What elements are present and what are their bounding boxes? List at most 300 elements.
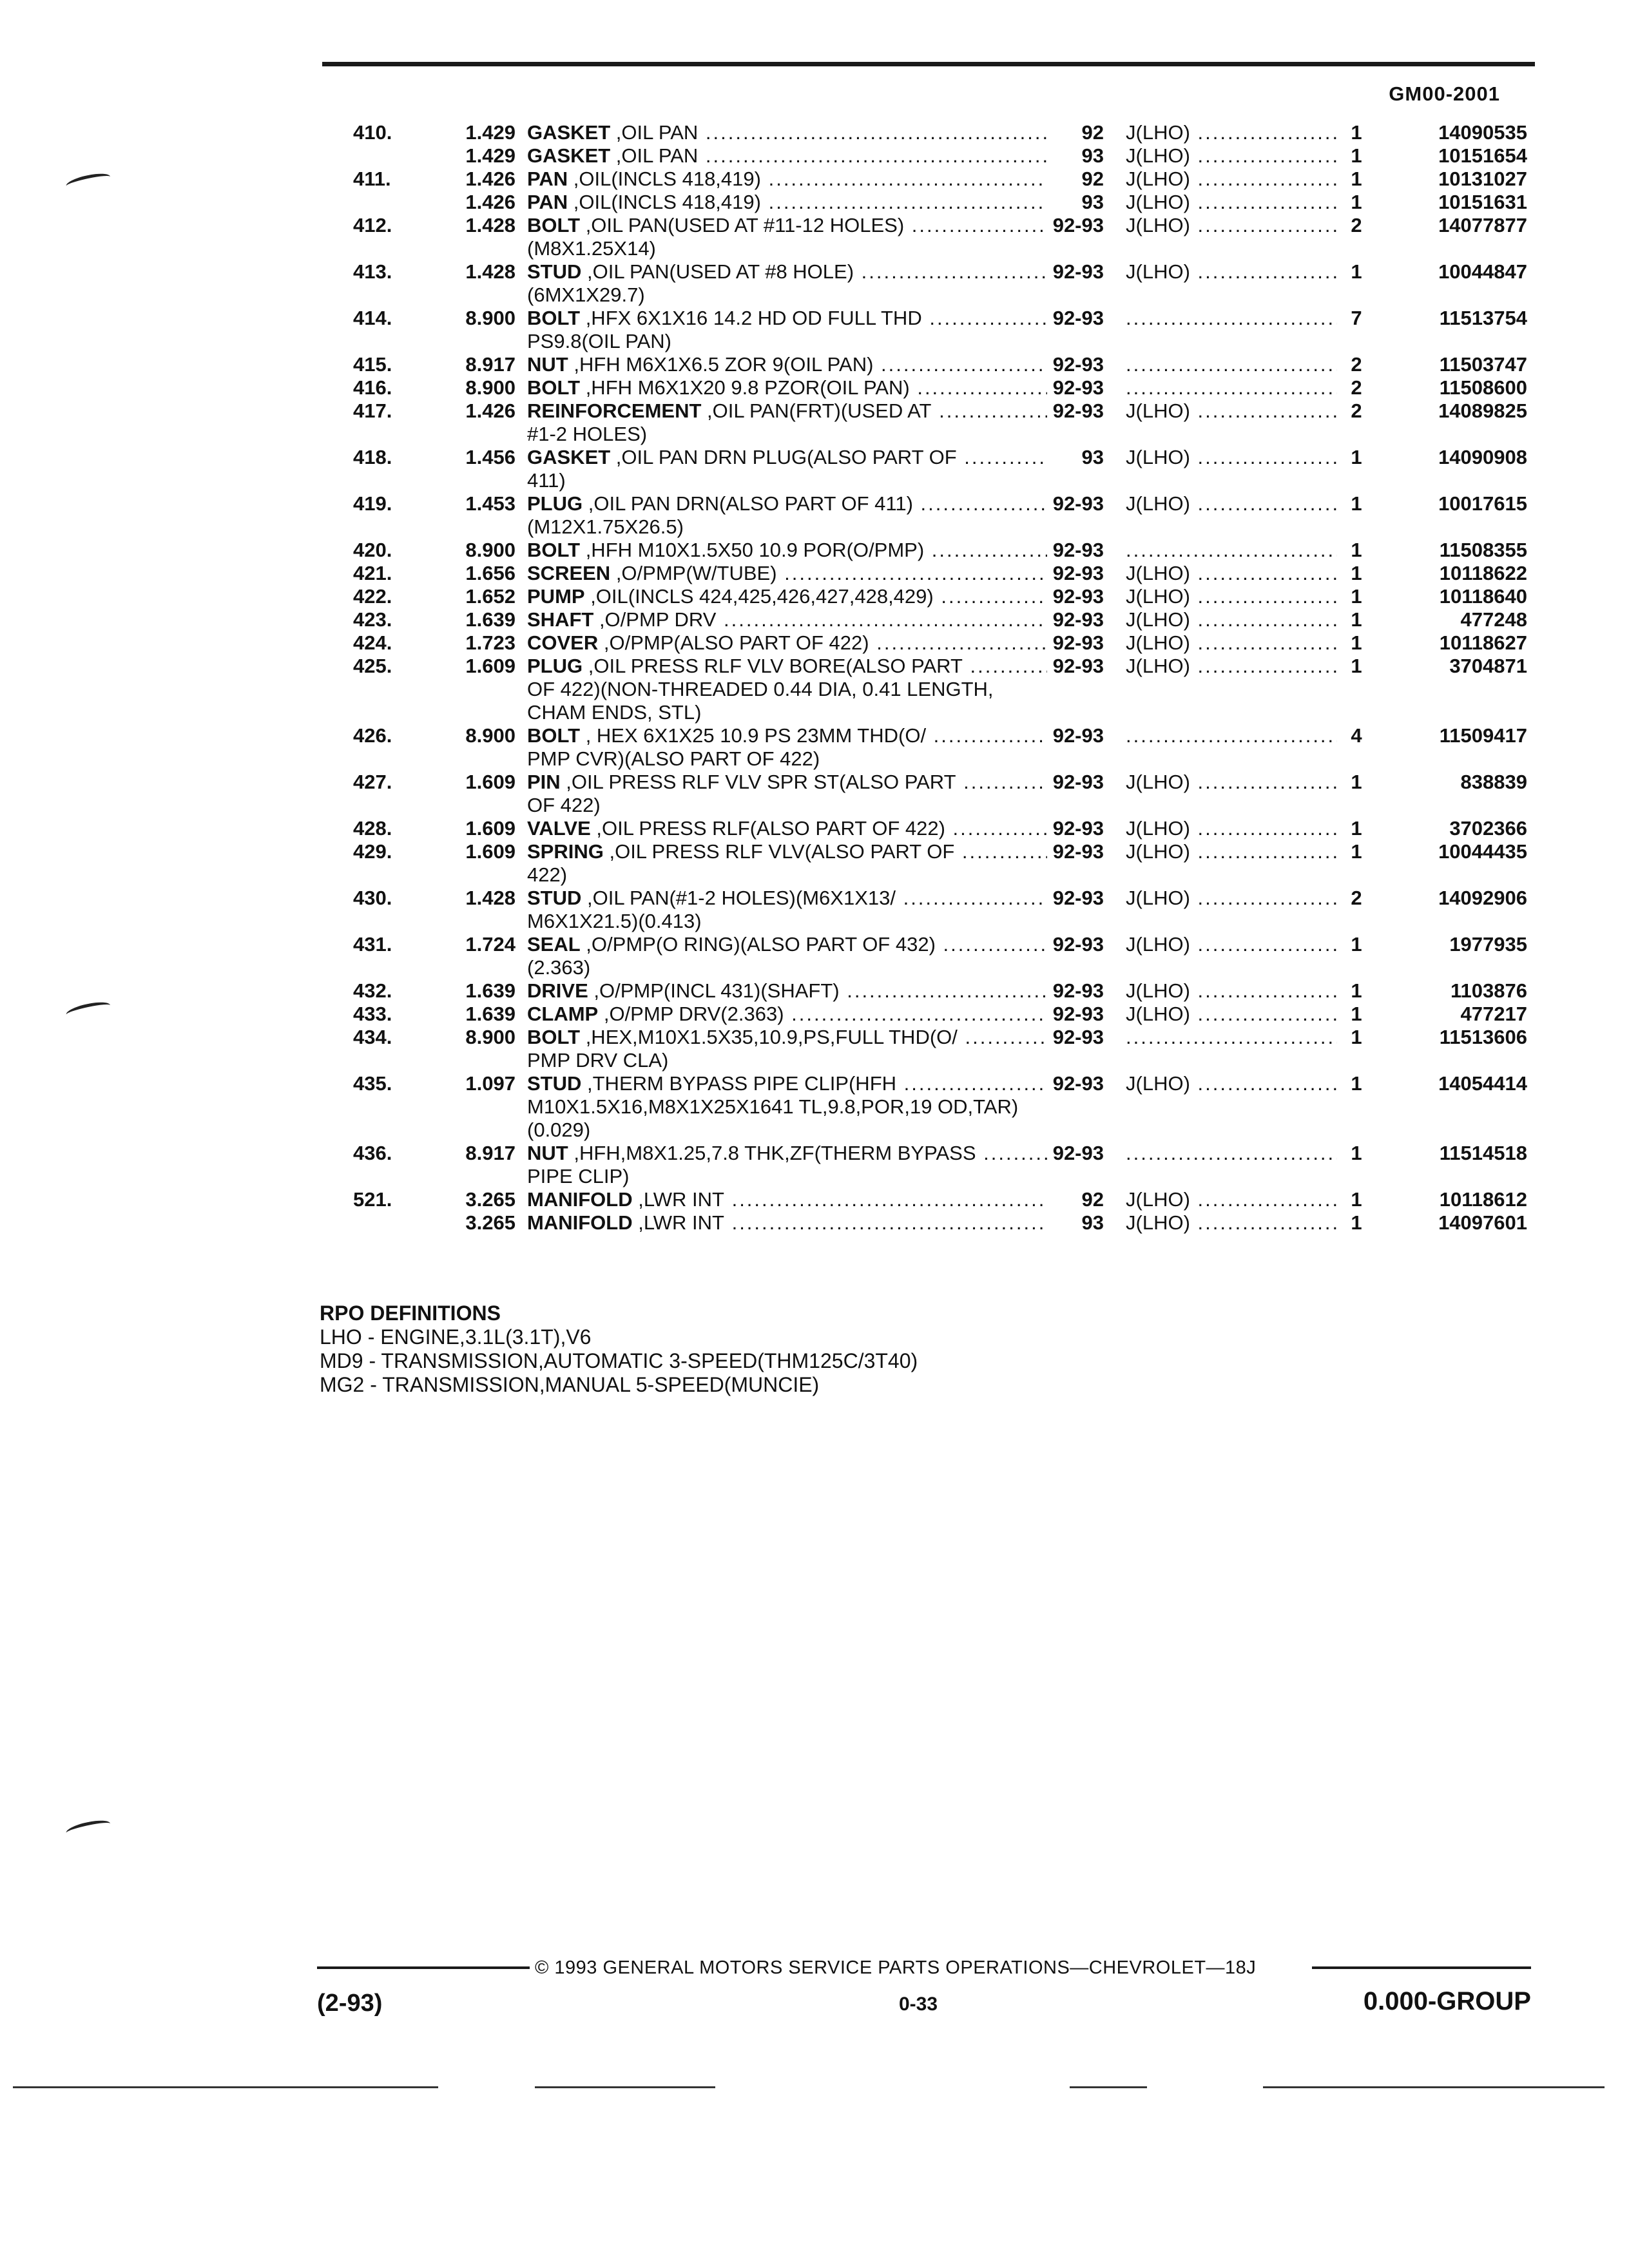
table-row bbox=[322, 1072, 1534, 1142]
quantity: 2 bbox=[1351, 214, 1362, 236]
ref-number: 432. bbox=[353, 979, 392, 1002]
part-name: STUD bbox=[527, 260, 582, 283]
description-line bbox=[527, 399, 1047, 423]
description-line bbox=[527, 353, 1047, 376]
ref-number: 435. bbox=[353, 1072, 392, 1095]
part-description bbox=[522, 979, 1047, 1003]
part-detail: ,HFH M6X1X6.5 ZOR 9(OIL PAN) bbox=[568, 353, 874, 376]
part-detail: ,O/PMP(W/TUBE) bbox=[610, 562, 777, 584]
table-row bbox=[322, 979, 1534, 1003]
model-years: 92-93 bbox=[1052, 1026, 1104, 1048]
part-description bbox=[522, 168, 1047, 191]
description-line bbox=[527, 446, 1047, 469]
part-number: 11508600 bbox=[1439, 376, 1527, 399]
part-name: SEAL bbox=[527, 933, 581, 956]
part-name: NUT bbox=[527, 1142, 568, 1164]
description-continuation: M6X1X21.5)(0.413) bbox=[527, 910, 702, 932]
part-description bbox=[522, 376, 1047, 399]
rpo-code-text: J(LHO) ..... bbox=[1126, 631, 1337, 655]
footer-group: 0.000-GROUP bbox=[1363, 1987, 1531, 2015]
rpo-code-text: J(LHO) ..... bbox=[1126, 1072, 1337, 1095]
rpo-code-text: J(LHO) ..... bbox=[1126, 817, 1337, 840]
rpo-code bbox=[1118, 1211, 1337, 1235]
group-number: 1.429 bbox=[465, 121, 516, 144]
ref-number: 411. bbox=[353, 168, 391, 190]
part-detail: ,OIL(INCLS 418,419) bbox=[568, 191, 761, 213]
part-name: GASKET bbox=[527, 446, 611, 468]
rpo-code-text: J(LHO) ..... bbox=[1126, 585, 1337, 608]
part-name: BOLT bbox=[527, 307, 581, 329]
description-line bbox=[527, 1026, 1047, 1049]
table-row bbox=[322, 1026, 1534, 1072]
ref-number: 436. bbox=[353, 1142, 392, 1164]
description-line bbox=[527, 1072, 1047, 1095]
part-detail: ,OIL PAN(USED AT #8 HOLE) bbox=[581, 260, 854, 283]
part-detail: ,OIL PRESS RLF VLV BORE(ALSO PART bbox=[583, 655, 963, 677]
rpo-code-text: J(LHO) ..... bbox=[1126, 399, 1337, 423]
description-line bbox=[527, 631, 1047, 655]
table-row bbox=[322, 771, 1534, 817]
group-number: 1.723 bbox=[465, 631, 516, 654]
part-description bbox=[522, 771, 1047, 817]
rpo-code bbox=[1118, 121, 1337, 144]
part-description bbox=[522, 933, 1047, 979]
rpo-code bbox=[1118, 631, 1337, 655]
ref-number: 423. bbox=[353, 608, 392, 631]
description-line bbox=[527, 562, 1047, 585]
part-name: BOLT bbox=[527, 539, 581, 561]
rpo-code-text: J(LHO) ..... bbox=[1126, 260, 1337, 284]
punch-hole-mark bbox=[65, 171, 111, 192]
part-number: 11513606 bbox=[1439, 1026, 1527, 1048]
description-continuation: PIPE CLIP) bbox=[527, 1165, 630, 1187]
description-line bbox=[527, 933, 1047, 956]
group-number: 1.639 bbox=[465, 979, 516, 1002]
table-row bbox=[322, 933, 1534, 979]
part-number: 10151631 bbox=[1438, 191, 1527, 213]
footer-date: (2-93) bbox=[317, 1990, 383, 2017]
ref-number: 434. bbox=[353, 1026, 392, 1048]
rpo-code bbox=[1118, 492, 1337, 539]
description-continuation: #1-2 HOLES) bbox=[527, 423, 648, 445]
part-name: PAN bbox=[527, 191, 568, 213]
group-number: 8.900 bbox=[465, 307, 516, 329]
group-number: 1.456 bbox=[465, 446, 516, 468]
rpo-code-text bbox=[1126, 724, 1337, 747]
rpo-code-text: J(LHO) ..... bbox=[1126, 492, 1337, 515]
quantity: 1 bbox=[1351, 539, 1362, 561]
part-detail: ,OIL PAN DRN(ALSO PART OF 411) bbox=[583, 492, 913, 515]
quantity: 7 bbox=[1351, 307, 1362, 329]
description-continuation: M10X1.5X16,M8X1X25X1641 TL,9.8,POR,19 OD,TAR)(0.029) bbox=[527, 1095, 1019, 1141]
rpo-code-text: J(LHO) ..... bbox=[1126, 933, 1337, 956]
part-name: STUD bbox=[527, 887, 582, 909]
part-name: BOLT bbox=[527, 1026, 581, 1048]
part-description bbox=[522, 1211, 1047, 1235]
part-description bbox=[522, 446, 1047, 492]
part-description bbox=[522, 1142, 1047, 1188]
quantity: 1 bbox=[1351, 1003, 1362, 1025]
rpo-code bbox=[1118, 260, 1337, 307]
description-line bbox=[527, 771, 1047, 794]
part-name: MANIFOLD bbox=[527, 1188, 633, 1211]
quantity: 1 bbox=[1351, 1026, 1362, 1048]
group-number: 1.426 bbox=[465, 168, 516, 190]
description-continuation: OF 422) bbox=[527, 794, 601, 816]
description-line bbox=[527, 307, 1047, 330]
footer-rule-right bbox=[1312, 1966, 1531, 1969]
quantity: 1 bbox=[1351, 1211, 1362, 1234]
quantity: 1 bbox=[1351, 144, 1362, 167]
table-row bbox=[322, 214, 1534, 260]
ref-number bbox=[322, 1211, 400, 1235]
parts-table bbox=[322, 121, 1534, 1235]
part-detail: ,HEX,M10X1.5X35,10.9,PS,FULL THD(O/ bbox=[580, 1026, 958, 1048]
ref-number: 521. bbox=[353, 1188, 392, 1211]
model-years: 93 bbox=[1081, 144, 1104, 167]
part-number: 14090908 bbox=[1438, 446, 1527, 468]
description-line bbox=[527, 724, 1047, 747]
rpo-code bbox=[1118, 539, 1337, 562]
rpo-code bbox=[1118, 376, 1337, 399]
rpo-code bbox=[1118, 399, 1337, 446]
model-years: 92-93 bbox=[1052, 655, 1104, 677]
group-number: 8.917 bbox=[465, 353, 516, 376]
footer-copyright: © 1993 GENERAL MOTORS SERVICE PARTS OPERATIONS—CHEVROLET—18J bbox=[535, 1957, 1257, 1978]
rpo-code bbox=[1118, 771, 1337, 817]
model-years: 92-93 bbox=[1052, 214, 1104, 236]
table-row bbox=[322, 376, 1534, 399]
part-detail: ,O/PMP(ALSO PART OF 422) bbox=[598, 631, 869, 654]
description-continuation: PMP DRV CLA) bbox=[527, 1049, 669, 1072]
description-line bbox=[527, 121, 1047, 144]
part-detail: ,OIL(INCLS 418,419) bbox=[568, 168, 761, 190]
part-detail: ,OIL PAN bbox=[610, 144, 699, 167]
rpo-code bbox=[1118, 724, 1337, 771]
rpo-code bbox=[1118, 446, 1337, 492]
model-years: 92-93 bbox=[1052, 539, 1104, 561]
ref-number: 426. bbox=[353, 724, 392, 747]
quantity: 2 bbox=[1351, 376, 1362, 399]
ref-number bbox=[322, 191, 400, 214]
rpo-code bbox=[1118, 817, 1337, 840]
rpo-code-text: J(LHO) ..... bbox=[1126, 191, 1337, 214]
table-row bbox=[322, 353, 1534, 376]
part-number: 10044435 bbox=[1438, 840, 1527, 863]
group-number: 8.900 bbox=[465, 724, 516, 747]
rpo-code bbox=[1118, 840, 1337, 887]
scan-edge-line bbox=[1263, 2086, 1605, 2088]
group-number: 8.900 bbox=[465, 539, 516, 561]
description-line bbox=[527, 979, 1047, 1003]
rpo-code-text bbox=[1126, 1026, 1337, 1049]
part-description bbox=[522, 260, 1047, 307]
quantity: 2 bbox=[1351, 353, 1362, 376]
part-description bbox=[522, 585, 1047, 608]
quantity: 1 bbox=[1351, 1072, 1362, 1095]
group-number: 1.609 bbox=[465, 817, 516, 840]
rpo-code bbox=[1118, 214, 1337, 260]
table-row bbox=[322, 260, 1534, 307]
description-continuation: (2.363) bbox=[527, 956, 591, 979]
rpo-code-text bbox=[1126, 307, 1337, 330]
ref-number: 421. bbox=[353, 562, 392, 584]
part-name: PUMP bbox=[527, 585, 585, 608]
group-number: 1.609 bbox=[465, 655, 516, 677]
model-years: 92-93 bbox=[1052, 631, 1104, 654]
part-number: 10131027 bbox=[1438, 168, 1527, 190]
group-number: 1.652 bbox=[465, 585, 516, 608]
quantity: 1 bbox=[1351, 655, 1362, 677]
rpo-code bbox=[1118, 585, 1337, 608]
document-id: GM00-2001 bbox=[1389, 82, 1500, 105]
model-years: 92-93 bbox=[1052, 979, 1104, 1002]
group-number: 1.656 bbox=[465, 562, 516, 584]
rpo-code-text: J(LHO) ..... bbox=[1126, 979, 1337, 1003]
rpo-code-text: J(LHO) ..... bbox=[1126, 1003, 1337, 1026]
rpo-code-text: J(LHO) ..... bbox=[1126, 214, 1337, 237]
rpo-code bbox=[1118, 1026, 1337, 1072]
ref-number: 419. bbox=[353, 492, 392, 515]
table-row bbox=[322, 631, 1534, 655]
part-detail: ,OIL PAN bbox=[610, 121, 699, 144]
group-number: 1.426 bbox=[465, 399, 516, 422]
rpo-code bbox=[1118, 562, 1337, 585]
ref-number bbox=[322, 144, 400, 168]
part-detail: ,OIL PAN(USED AT #11-12 HOLES) bbox=[580, 214, 905, 236]
model-years: 92-93 bbox=[1052, 307, 1104, 329]
rpo-code bbox=[1118, 1142, 1337, 1188]
model-years: 92-93 bbox=[1052, 399, 1104, 422]
part-detail: ,O/PMP(O RING)(ALSO PART OF 432) bbox=[580, 933, 936, 956]
ref-number: 415. bbox=[353, 353, 392, 376]
part-detail: ,OIL PRESS RLF(ALSO PART OF 422) bbox=[590, 817, 945, 840]
part-description bbox=[522, 631, 1047, 655]
model-years: 92-93 bbox=[1052, 1072, 1104, 1095]
description-line bbox=[527, 376, 1047, 399]
table-row bbox=[322, 655, 1534, 724]
part-name: CLAMP bbox=[527, 1003, 599, 1025]
ref-number: 416. bbox=[353, 376, 392, 399]
part-detail: ,HFH M6X1X20 9.8 PZOR(OIL PAN) bbox=[580, 376, 910, 399]
model-years: 92-93 bbox=[1052, 887, 1104, 909]
group-number: 1.429 bbox=[465, 144, 516, 167]
table-row bbox=[322, 191, 1534, 214]
table-row bbox=[322, 585, 1534, 608]
quantity: 1 bbox=[1351, 585, 1362, 608]
table-row bbox=[322, 562, 1534, 585]
model-years: 92-93 bbox=[1052, 724, 1104, 747]
rpo-code bbox=[1118, 191, 1337, 214]
part-detail: ,HFH M10X1.5X50 10.9 POR(O/PMP) bbox=[580, 539, 925, 561]
parts-table-body bbox=[322, 121, 1534, 1235]
quantity: 1 bbox=[1351, 1188, 1362, 1211]
description-line bbox=[527, 1142, 1047, 1165]
rpo-code-text: J(LHO) ..... bbox=[1126, 608, 1337, 631]
quantity: 2 bbox=[1351, 887, 1362, 909]
rpo-code bbox=[1118, 979, 1337, 1003]
header-rule bbox=[322, 62, 1535, 66]
rpo-code bbox=[1118, 1072, 1337, 1142]
part-number: 3704871 bbox=[1449, 655, 1527, 677]
group-number: 1.426 bbox=[465, 191, 516, 213]
group-number: 1.609 bbox=[465, 840, 516, 863]
table-row bbox=[322, 724, 1534, 771]
rpo-code-text: J(LHO) ..... bbox=[1126, 1188, 1337, 1211]
rpo-code-text: J(LHO) ..... bbox=[1126, 446, 1337, 469]
rpo-line-md9: MD9 - TRANSMISSION,AUTOMATIC 3-SPEED(THM125C/3T40) bbox=[320, 1349, 918, 1372]
part-description bbox=[522, 121, 1047, 144]
model-years: 92 bbox=[1081, 168, 1104, 190]
group-number: 1.609 bbox=[465, 771, 516, 793]
quantity: 1 bbox=[1351, 168, 1362, 190]
part-name: MANIFOLD bbox=[527, 1211, 633, 1234]
part-name: BOLT bbox=[527, 376, 581, 399]
rpo-code bbox=[1118, 887, 1337, 933]
part-number: 10017615 bbox=[1438, 492, 1527, 515]
part-name: SCREEN bbox=[527, 562, 611, 584]
part-description bbox=[522, 724, 1047, 771]
ref-number: 428. bbox=[353, 817, 392, 840]
description-continuation: 422) bbox=[527, 863, 568, 886]
group-number: 1.453 bbox=[465, 492, 516, 515]
description-continuation: (M12X1.75X26.5) bbox=[527, 515, 684, 538]
table-row bbox=[322, 817, 1534, 840]
part-number: 11514518 bbox=[1439, 1142, 1527, 1164]
part-name: DRIVE bbox=[527, 979, 588, 1002]
table-row bbox=[322, 144, 1534, 168]
part-description bbox=[522, 608, 1047, 631]
ref-number: 410. bbox=[353, 121, 392, 144]
quantity: 1 bbox=[1351, 1142, 1362, 1164]
part-detail: ,OIL PAN DRN PLUG(ALSO PART OF bbox=[610, 446, 957, 468]
model-years: 93 bbox=[1081, 191, 1104, 213]
ref-number: 424. bbox=[353, 631, 392, 654]
footer-rule-left bbox=[317, 1966, 530, 1969]
group-number: 1.639 bbox=[465, 1003, 516, 1025]
part-detail: ,OIL(INCLS 424,425,426,427,428,429) bbox=[584, 585, 934, 608]
part-detail: ,OIL PAN(#1-2 HOLES)(M6X1X13/ bbox=[581, 887, 896, 909]
group-number: 1.428 bbox=[465, 260, 516, 283]
part-number: 3702366 bbox=[1449, 817, 1527, 840]
rpo-code-text bbox=[1126, 539, 1337, 562]
part-number: 477217 bbox=[1460, 1003, 1527, 1025]
part-number: 14097601 bbox=[1438, 1211, 1527, 1234]
table-row bbox=[322, 168, 1534, 191]
part-number: 10044847 bbox=[1438, 260, 1527, 283]
rpo-code-text: J(LHO) ..... bbox=[1126, 655, 1337, 678]
part-detail: ,O/PMP DRV(2.363) bbox=[598, 1003, 784, 1025]
description-line bbox=[527, 1188, 1047, 1211]
rpo-code bbox=[1118, 655, 1337, 724]
part-detail: , HEX 6X1X25 10.9 PS 23MM THD(O/ bbox=[580, 724, 927, 747]
description-continuation: PS9.8(OIL PAN) bbox=[527, 330, 671, 352]
quantity: 1 bbox=[1351, 191, 1362, 213]
ref-number: 427. bbox=[353, 771, 392, 793]
description-line bbox=[527, 191, 1047, 214]
group-number: 1.097 bbox=[465, 1072, 516, 1095]
part-description bbox=[522, 655, 1047, 724]
rpo-line-mg2: MG2 - TRANSMISSION,MANUAL 5-SPEED(MUNCIE) bbox=[320, 1373, 820, 1396]
group-number: 3.265 bbox=[465, 1188, 516, 1211]
description-line bbox=[527, 887, 1047, 910]
quantity: 1 bbox=[1351, 979, 1362, 1002]
part-number: 11503747 bbox=[1439, 353, 1527, 376]
part-name: NUT bbox=[527, 353, 568, 376]
rpo-code bbox=[1118, 933, 1337, 979]
part-name: REINFORCEMENT bbox=[527, 399, 702, 422]
part-name: COVER bbox=[527, 631, 599, 654]
rpo-definitions bbox=[320, 1302, 918, 1397]
punch-hole-mark bbox=[65, 999, 111, 1021]
rpo-line-lho: LHO - ENGINE,3.1L(3.1T),V6 bbox=[320, 1325, 592, 1349]
description-line bbox=[527, 260, 1047, 284]
description-continuation: OF 422)(NON-THREADED 0.44 DIA, 0.41 LENGTH, CHAM ENDS, STL) bbox=[527, 678, 994, 724]
model-years: 92-93 bbox=[1052, 933, 1104, 956]
part-name: PAN bbox=[527, 168, 568, 190]
part-detail: ,LWR INT bbox=[632, 1211, 724, 1234]
quantity: 4 bbox=[1351, 724, 1362, 747]
rpo-code bbox=[1118, 353, 1337, 376]
quantity: 1 bbox=[1351, 933, 1362, 956]
part-number: 11513754 bbox=[1439, 307, 1527, 329]
part-number: 1103876 bbox=[1451, 979, 1527, 1002]
part-number: 10118627 bbox=[1439, 631, 1527, 654]
model-years: 92-93 bbox=[1052, 492, 1104, 515]
rpo-code bbox=[1118, 168, 1337, 191]
part-detail: ,HFX 6X1X16 14.2 HD OD FULL THD bbox=[580, 307, 922, 329]
description-continuation: 411) bbox=[527, 469, 566, 492]
part-name: GASKET bbox=[527, 144, 611, 167]
rpo-code bbox=[1118, 307, 1337, 353]
group-number: 8.900 bbox=[465, 376, 516, 399]
group-number: 1.428 bbox=[465, 887, 516, 909]
model-years: 93 bbox=[1081, 446, 1104, 468]
part-name: PLUG bbox=[527, 655, 583, 677]
ref-number: 420. bbox=[353, 539, 392, 561]
group-number: 3.265 bbox=[465, 1211, 516, 1234]
model-years: 92-93 bbox=[1052, 817, 1104, 840]
part-description bbox=[522, 840, 1047, 887]
part-number: 14092906 bbox=[1438, 887, 1527, 909]
part-description bbox=[522, 1003, 1047, 1026]
part-name: SPRING bbox=[527, 840, 604, 863]
part-description bbox=[522, 887, 1047, 933]
scan-edge-line bbox=[1070, 2086, 1147, 2088]
part-number: 10151654 bbox=[1438, 144, 1527, 167]
description-continuation: (6MX1X29.7) bbox=[527, 284, 645, 306]
description-line bbox=[527, 585, 1047, 608]
description-continuation: PMP CVR)(ALSO PART OF 422) bbox=[527, 747, 820, 770]
table-row bbox=[322, 399, 1534, 446]
ref-number: 425. bbox=[353, 655, 392, 677]
ref-number: 418. bbox=[353, 446, 392, 468]
rpo-code-text bbox=[1126, 1142, 1337, 1165]
description-line bbox=[527, 168, 1047, 191]
part-description bbox=[522, 307, 1047, 353]
rpo-code-text: J(LHO) ..... bbox=[1126, 840, 1337, 863]
rpo-code-text: J(LHO) ..... bbox=[1126, 771, 1337, 794]
part-detail: ,O/PMP(INCL 431)(SHAFT) bbox=[588, 979, 840, 1002]
part-name: STUD bbox=[527, 1072, 582, 1095]
quantity: 1 bbox=[1351, 817, 1362, 840]
quantity: 1 bbox=[1351, 446, 1362, 468]
part-description bbox=[522, 539, 1047, 562]
table-row bbox=[322, 840, 1534, 887]
part-name: GASKET bbox=[527, 121, 611, 144]
description-line bbox=[527, 539, 1047, 562]
part-detail: ,OIL PAN(FRT)(USED AT bbox=[701, 399, 932, 422]
